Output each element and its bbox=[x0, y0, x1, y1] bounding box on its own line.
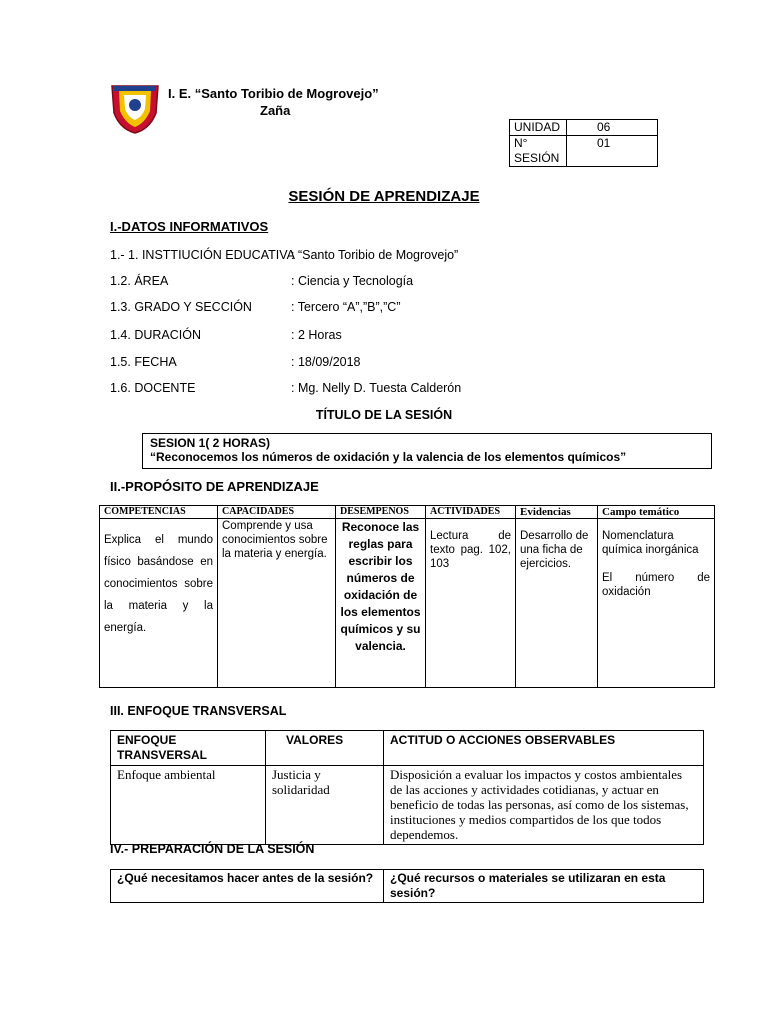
section-enfoque-heading: III. ENFOQUE TRANSVERSAL bbox=[110, 704, 287, 718]
col-header-actitud: ACTITUD O ACCIONES OBSERVABLES bbox=[384, 731, 704, 766]
purpose-table bbox=[99, 505, 715, 688]
col-header-capacidades: CAPACIDADES bbox=[218, 506, 336, 519]
enfoque-table bbox=[110, 730, 704, 845]
section-proposito-heading: II.-PROPÓSITO DE APRENDIZAJE bbox=[110, 479, 319, 494]
info-label: 1.3. GRADO Y SECCIÓN bbox=[110, 300, 252, 314]
col-header-evidencias: Evidencias bbox=[516, 506, 598, 519]
document-title: SESIÓN DE APRENDIZAJE bbox=[288, 188, 480, 205]
school-city: Zaña bbox=[260, 103, 291, 118]
cell-actividades: Lectura de texto pag. 102, 103 bbox=[426, 519, 516, 688]
info-label: 1.5. FECHA bbox=[110, 355, 177, 369]
unit-session-table bbox=[509, 119, 658, 167]
section-preparacion-heading: IV.- PREPARACIÓN DE LA SESIÓN bbox=[110, 842, 315, 856]
session-label-line1: N° bbox=[514, 136, 528, 150]
session-title-text: “Reconocemos los números de oxidación y la valencia de los elementos químicos” bbox=[150, 450, 627, 464]
col-header-valores: VALORES bbox=[266, 731, 384, 766]
cell-enfoque: Enfoque ambiental bbox=[111, 766, 266, 845]
col-header-antes-sesion: ¿Qué necesitamos hacer antes de la sesión? bbox=[111, 870, 384, 903]
session-hours: SESION 1( 2 HORAS) bbox=[150, 436, 271, 450]
preparation-table bbox=[110, 869, 704, 903]
unit-label: UNIDAD bbox=[510, 120, 567, 136]
school-crest-logo bbox=[110, 83, 160, 135]
cell-valores: Justicia y solidaridad bbox=[266, 766, 384, 845]
section-datos-heading: I.-DATOS INFORMATIVOS bbox=[110, 219, 269, 234]
session-label-line2: SESIÓN bbox=[514, 151, 560, 165]
cell-competencias: Explica el mundo físico basándose en conocimientos sobre la materia y la energía. bbox=[100, 519, 218, 688]
cell-evidencias: Desarrollo de una ficha de ejercicios. bbox=[516, 519, 598, 688]
cell-capacidades: Comprende y usa conocimientos sobre la materia y energía. bbox=[218, 519, 336, 688]
col-header-actividades: ACTIVIDADES bbox=[426, 506, 516, 519]
info-label: 1.4. DURACIÓN bbox=[110, 328, 201, 342]
cell-campo-tematico bbox=[598, 519, 715, 688]
campo-item: Nomenclatura química inorgánica bbox=[602, 530, 699, 556]
col-header-recursos: ¿Qué recursos o materiales se utilizaran en esta sesión? bbox=[384, 870, 704, 903]
session-label bbox=[510, 136, 567, 167]
info-value: : “Santo Toribio de Mogrovejo” bbox=[291, 248, 459, 262]
session-value: 01 bbox=[567, 136, 658, 167]
school-name: I. E. “Santo Toribio de Mogrovejo” bbox=[168, 86, 379, 101]
campo-item: El número de oxidación bbox=[602, 572, 710, 598]
session-title-box bbox=[142, 433, 712, 469]
info-label: 1.- 1. INSTTIUCIÓN EDUCATIVA bbox=[110, 248, 295, 262]
info-value: : 18/09/2018 bbox=[291, 355, 361, 369]
col-header-campo-tematico: Campo temático bbox=[598, 506, 715, 519]
info-label: 1.6. DOCENTE bbox=[110, 381, 196, 395]
info-value: : Mg. Nelly D. Tuesta Calderón bbox=[291, 381, 462, 395]
info-value: : 2 Horas bbox=[291, 328, 342, 342]
cell-actitud: Disposición a evaluar los impactos y costos ambientales de las acciones y actividades cotidianas, y actuar en beneficio de todas las personas, así como de los sistemas, instituciones y medios compartidos de los que todos dependemos. bbox=[384, 766, 704, 845]
col-header-enfoque: ENFOQUE TRANSVERSAL bbox=[111, 731, 266, 766]
info-value: : Ciencia y Tecnología bbox=[291, 274, 414, 288]
col-header-competencias: COMPETENCIAS bbox=[100, 506, 218, 519]
col-header-desempenos: DESEMPENOS bbox=[336, 506, 426, 519]
info-value: : Tercero “A”,”B”,”C” bbox=[291, 300, 401, 314]
unit-value: 06 bbox=[567, 120, 658, 136]
info-label: 1.2. ÁREA bbox=[110, 274, 169, 288]
session-title-label: TÍTULO DE LA SESIÓN bbox=[315, 408, 453, 422]
cell-desempenos: Reconoce las reglas para escribir los números de oxidación de los elementos químicos y su valencia. bbox=[336, 519, 426, 688]
